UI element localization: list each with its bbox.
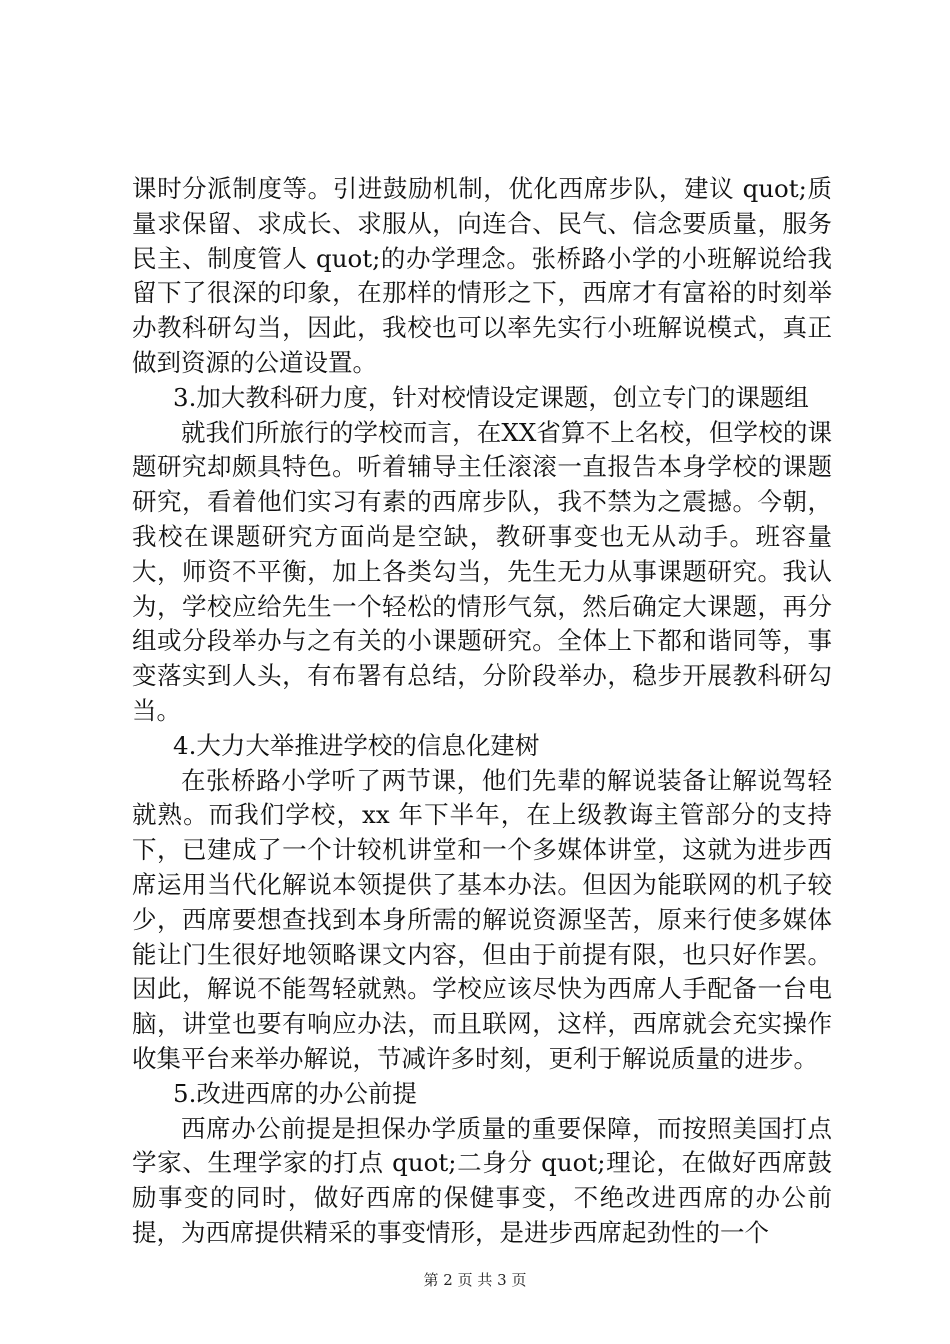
page-footer: 第 2 页 共 3 页 xyxy=(423,1271,527,1289)
section-heading-3: 3.加大教科研力度，针对校情设定课题，创立专门的课题组 xyxy=(173,382,809,412)
section-heading-5: 5.改进西席的办公前提 xyxy=(173,1078,417,1108)
paragraph-research: 就我们所旅行的学校而言，在XX省算不上名校，但学校的课题研究却颇具特色。听着辅导主任滚滚一直报告本身学校的课题研究，看着他们实习有素的西席步队，我不禁为之震撼。今朝，我校在课题研究方面尚是空缺，教研事变也无从动手。班容量大，师资不平衡，加上各类勾当，先生无力从事课题研究。我认为，学校应给先生一个轻松的情形气氛，然后确定大课题，再分组或分段举办与之有关的小课题研究。全体上下都和谐同等，事变落实到人头，有布署有总结，分阶段举办，稳步开展教科研勾当。 xyxy=(132,417,832,725)
section-heading-4: 4.大力大举推进学校的信息化建树 xyxy=(173,730,540,760)
paragraph-informatization: 在张桥路小学听了两节课，他们先辈的解说装备让解说驾轻就熟。而我们学校，xx 年下半年，在上级教诲主管部分的支持下，已建成了一个计较机讲堂和一个多媒体讲堂，这就为进步西席运用当代化解说本领提供了基本办法。但因为能联网的机子较少，西席要想查找到本身所需的解说资源坚苦，原来行使多媒体能让门生很好地领略课文内容，但由于前提有限，也只好作罢。因此，解说不能驾轻就熟。学校应该尽快为西席人手配备一台电脑，讲堂也要有响应办法，而且联网，这样，西席就会充实操作收集平台来举办解说，节减许多时刻，更利于解说质量的进步。 xyxy=(132,765,832,1073)
paragraph-continuation: 课时分派制度等。引进鼓励机制，优化西席步队，建议 quot;质量求保留、求成长、求服从，向连合、民气、信念要质量，服务民主、制度管人 quot;的办学理念。张桥路小学的小班解说给我留下了很深的印象，在那样的情形之下，西席才有富裕的时刻举办教科研勾当，因此，我校也可以率先实行小班解说模式，真正做到资源的公道设置。 xyxy=(132,174,832,377)
paragraph-office-conditions: 西席办公前提是担保办学质量的重要保障，而按照美国打点学家、生理学家的打点 quot;二身分 quot;理论，在做好西席鼓励事变的同时，做好西席的保健事变，不绝改进西席的办公前提，为西席提供精采的事变情形，是进步西席起劲性的一个 xyxy=(132,1113,832,1247)
document-body xyxy=(132,172,832,1251)
